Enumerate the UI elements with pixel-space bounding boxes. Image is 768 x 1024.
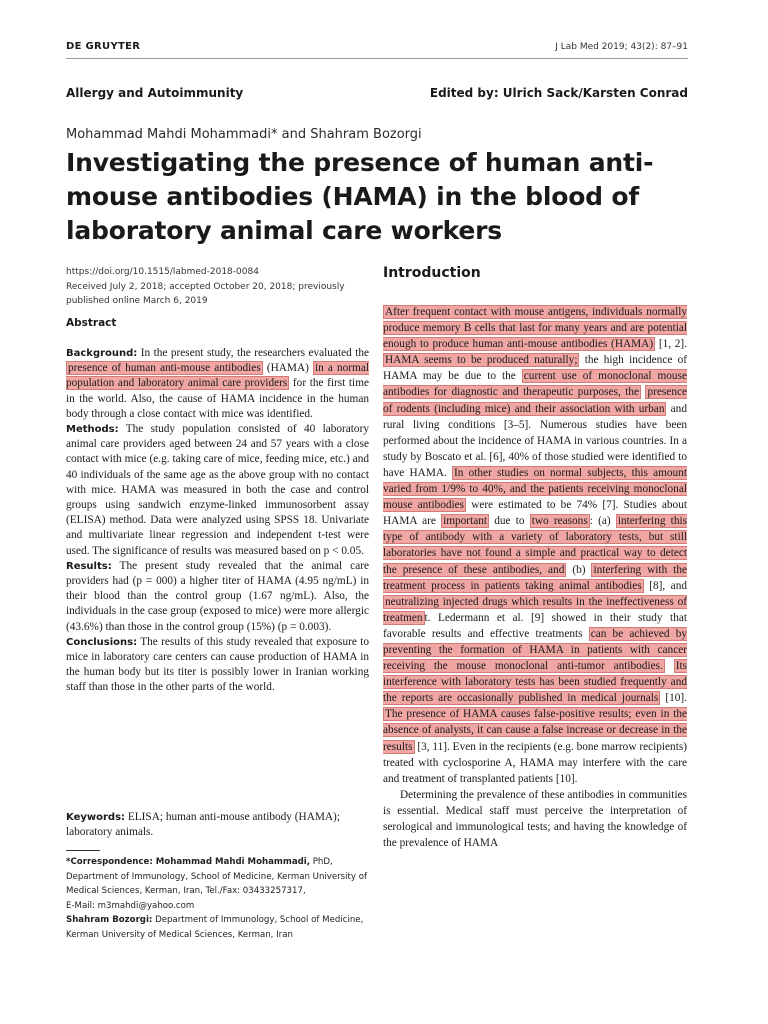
highlight: in a normal population and laboratory animal care providers	[66, 362, 369, 390]
editors-line: Edited by: Ulrich Sack/Karsten Conrad	[429, 86, 688, 100]
keywords-text: ELISA; human anti-mouse antibody (HAMA); laboratory animals.	[66, 811, 340, 839]
intro-text: [8], and	[643, 579, 687, 592]
intro-text: [3, 11]. Even in the recipients (e.g. bone marrow recipients) treated with cyclosporine A, HAMA may interfere with the care and treatment of transplanted patients [10].	[383, 740, 687, 785]
correspondence-email[interactable]: E-Mail: m3mahdi@yahoo.com	[66, 900, 195, 911]
highlight: The presence of HAMA causes false-positive results; even in the absence of analysts, it can cause a false increase or decrease in the results	[383, 708, 687, 753]
highlight: current use of monoclonal mouse antibodies for diagnostic and therapeutic purposes, the	[383, 370, 687, 399]
correspondence-label: *Correspondence: Mohammad Mahdi Mohammadi,	[66, 857, 310, 867]
received-dates: Received July 2, 2018; accepted October 20, 2018; previously	[66, 281, 345, 292]
intro-text: due to	[489, 515, 530, 528]
conclusions-label: Conclusions:	[66, 636, 138, 648]
abstract-results	[66, 559, 369, 635]
second-author-affiliation	[66, 913, 371, 942]
intro-text: [1, 2].	[655, 338, 687, 351]
highlight: In other studies on normal subjects, this amount varied from 1/9% to 40%, and the patients receiving monoclonal mouse antibodies	[383, 466, 687, 512]
highlight: interfering this type of antibody with a variety of laboratory tests, but still laboratories have not found a simple and practical way to detect the presence of these antibodies, and	[383, 515, 688, 576]
article-metadata	[66, 265, 371, 309]
abstract-body	[66, 346, 369, 696]
published-date: published online March 6, 2019	[66, 296, 208, 306]
abstract-text: The study population consisted of 40 laboratory animal care providers aged between 24 and 57 years with a close contact with mice (e.g. taking care of mice, feeding mice, etc.) and 40 individuals of the same age as the above group with no contact with mice. HAMA was measured in both the case and control groups using sandwich enzyme-linked immunosorbent assay (ELISA) method. Data were analyzed using SPSS 18. Univariate and multivariate linear regression and independent t-test were used. The significance of results was measured based on p < 0.05.	[66, 423, 369, 557]
highlight: presence of rodents (including mice) and their association with urban	[383, 386, 687, 415]
journal-reference: J Lab Med 2019; 43(2): 87–91	[555, 42, 688, 52]
abstract-text: The results of this study revealed that exposure to mice in laboratory care centers can cause production of HAMA in the human body but its titer is possibly lower in Iranian working staff than those in the other parts of the world.	[66, 635, 369, 694]
intro-text	[665, 660, 674, 672]
introduction-paragraph-2: Determining the prevalence of these antibodies in communities is essential. Medical staff must perceive the interpretation of serological and immunological tests; and having the knowledge of the prevalence of HAMA	[383, 788, 687, 850]
highlight: two reasons	[531, 515, 588, 528]
abstract-text: for the first time in the world. Also, the cause of HAMA incidence in the human body through a close contact with mice was identified.	[66, 377, 369, 420]
highlight: HAMA seems to be produced naturally;	[385, 354, 578, 367]
keywords	[66, 810, 369, 840]
highlight: Its interference with laboratory tests has been studied frequently and the reports are occasionally published in medical journals	[383, 660, 687, 705]
article-title: Investigating the presence of human anti-mouse antibodies (HAMA) in the blood of laboratory animal care workers	[66, 148, 654, 245]
footnote-rule	[66, 850, 100, 851]
intro-text: t. Ledermann et al. [9] showed in their study that favorable results and effective treatments	[383, 611, 687, 640]
section-name: Allergy and Autoimmunity	[66, 86, 244, 100]
abstract-text: The present study revealed that the animal care providers had (p = 000) a higher titer of HAMA (4.95 ng/mL) in their blood than the control group (1.67 ng/mL). Also, the individuals in the case group (exposed to mice) were more allergic (43.6%) than those in the control group (15%) (p = 0.003).	[66, 559, 369, 633]
methods-label: Methods:	[66, 424, 119, 436]
abstract-background	[66, 346, 369, 422]
correspondence-footnote	[66, 855, 371, 942]
introduction-body	[383, 304, 687, 851]
keywords-label: Keywords:	[66, 812, 126, 823]
second-author-label: Shahram Bozorgi:	[66, 915, 153, 925]
footnote-text: Department of Immunology, School of Medicine, Kerman University of Medical Sciences, Kerman, Iran	[66, 915, 364, 940]
results-label: Results:	[66, 560, 112, 572]
highlight: can be achieved by preventing the formation of HAMA in patients with cancer receiving the mouse monoclonal anti-tumor antibodies.	[383, 627, 688, 673]
introduction-paragraph-1	[383, 304, 687, 787]
author-list: Mohammad Mahdi Mohammadi* and Shahram Bozorgi	[66, 127, 422, 142]
abstract-text: In the present study, the researchers evaluated the	[137, 347, 369, 359]
intro-text: and rural living conditions [3–5]. Numerous studies have been performed about the incidence of HAMA in various countries. In a study by Boscato et al. [6], 40% of those studied were identified to have HAMA.	[383, 402, 687, 479]
intro-text: : (a)	[589, 515, 616, 528]
highlight: After frequent contact with mouse antigens, individuals normally produce memory B cells that last for many years and are potential enough to produce human anti-mouse antibodies (HAMA)	[383, 306, 687, 351]
intro-text: the high incidence of HAMA may be due to the	[383, 354, 687, 383]
abstract-conclusions	[66, 635, 369, 696]
correspondence-author	[66, 855, 371, 899]
footnote-text: PhD, Department of Immunology, School of Medicine, Kerman University of Medical Sciences, Kerman, Iran, Tel./Fax: 03433257317,	[66, 857, 368, 896]
publisher-name: DE GRUYTER	[66, 41, 141, 52]
highlight: neutralizing injected drugs which results in the ineffectiveness of treatmen	[383, 595, 687, 624]
doi-link[interactable]: https://doi.org/10.1515/labmed-2018-0084	[66, 267, 259, 277]
background-label: Background:	[66, 348, 138, 359]
highlight: presence of human anti-mouse antibodies	[68, 362, 261, 375]
abstract-methods	[66, 422, 369, 559]
highlight: important	[443, 515, 488, 528]
intro-text: (b)	[566, 563, 592, 576]
intro-text: [10].	[660, 692, 687, 705]
highlight: interfering with the treatment process in patients taking animal antibodies	[383, 563, 687, 592]
header-rule	[66, 58, 688, 59]
abstract-text: (HAMA)	[262, 362, 313, 375]
intro-text: were estimated to be 74% [7]. Studies about HAMA are	[383, 499, 687, 528]
abstract-heading: Abstract	[66, 317, 117, 329]
introduction-heading: Introduction	[383, 265, 481, 281]
